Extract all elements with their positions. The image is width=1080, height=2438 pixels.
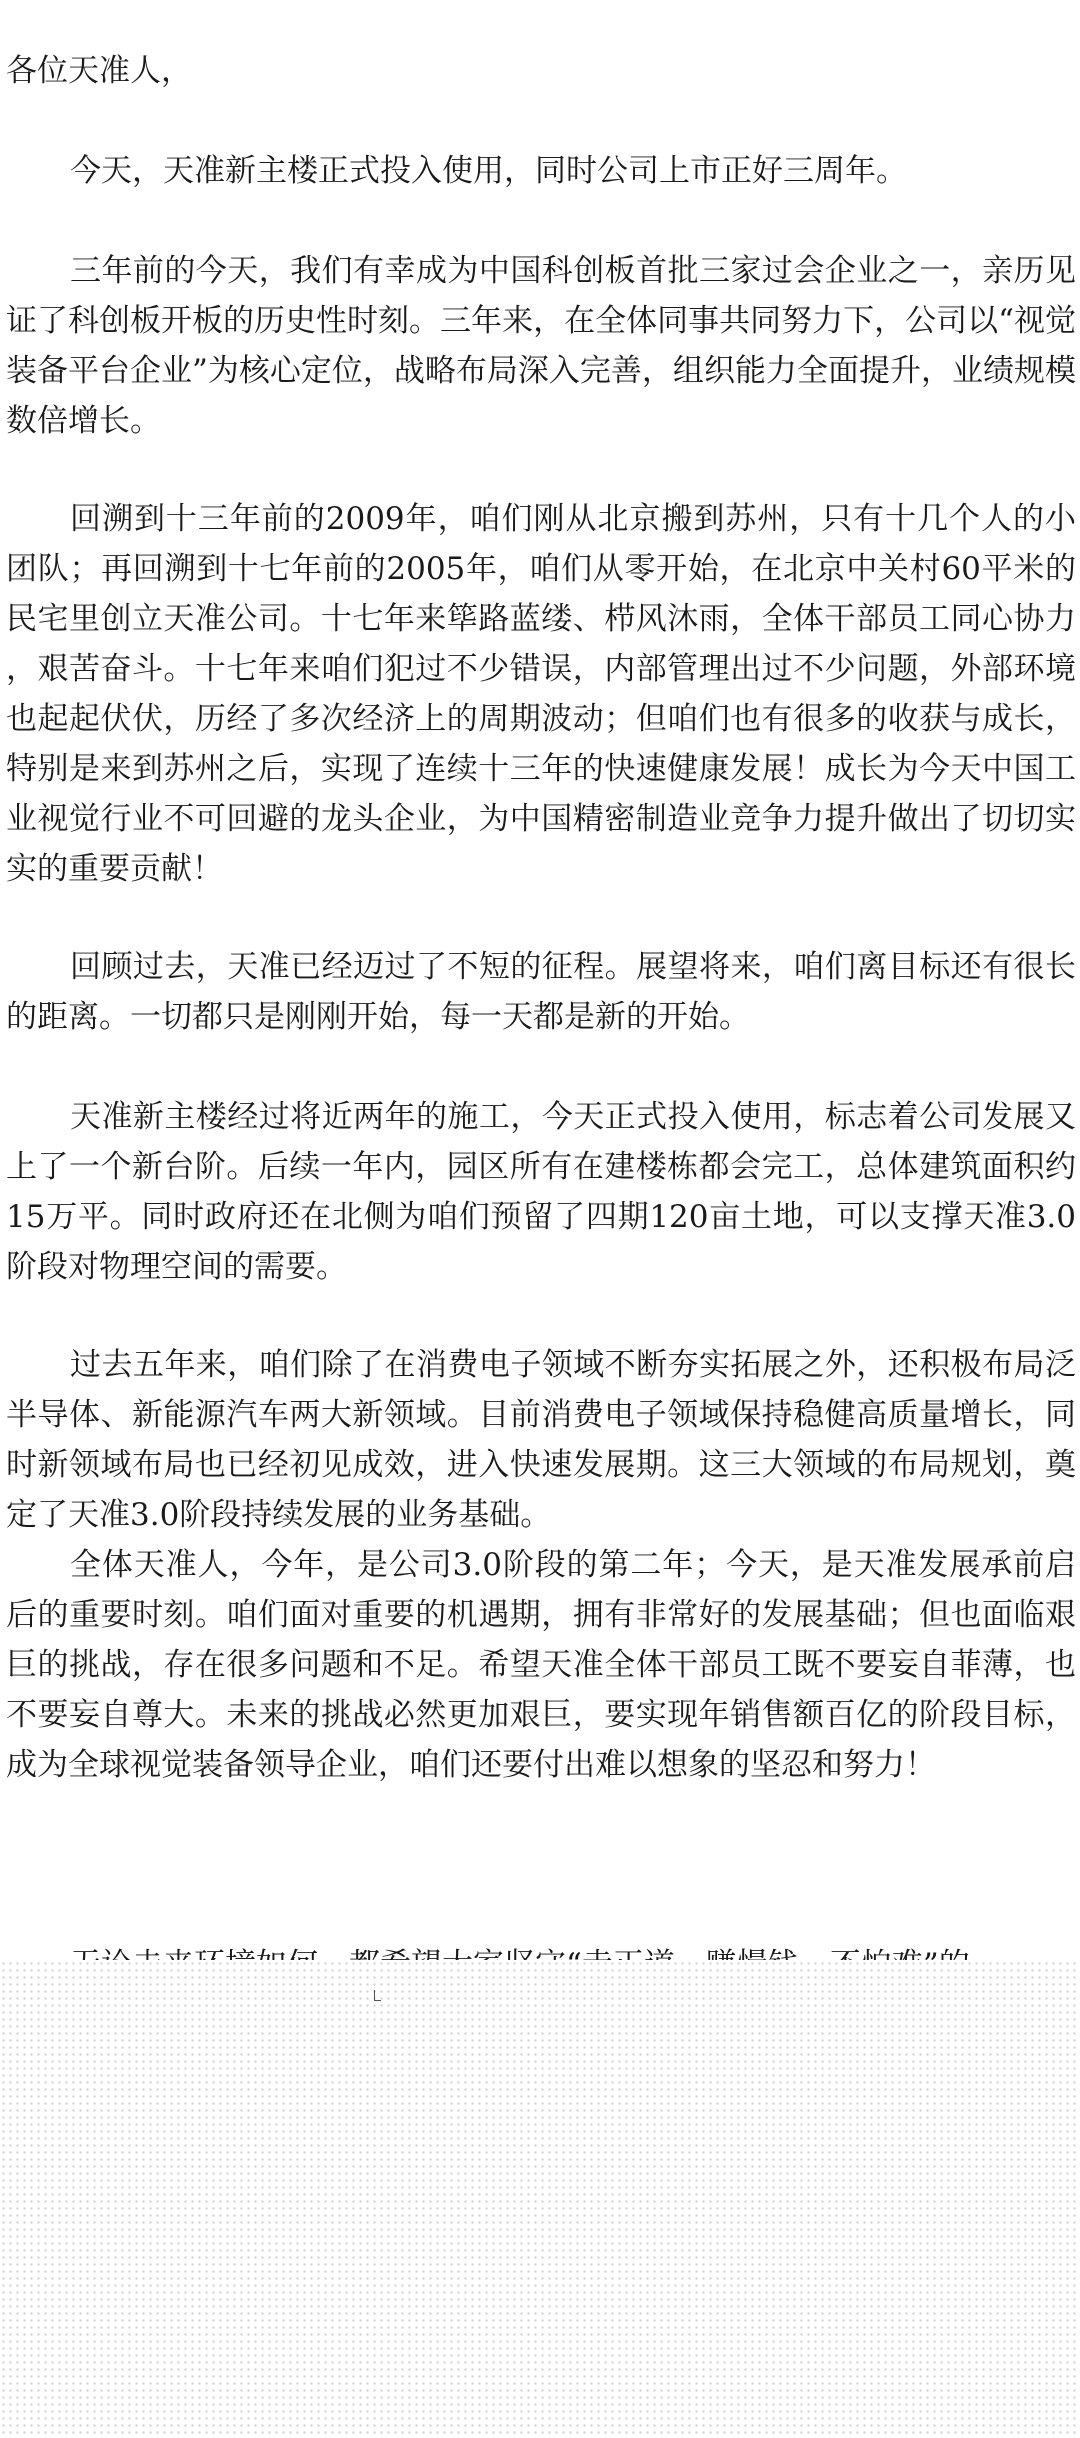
letter-greeting: 各位天准人， <box>6 53 192 89</box>
paragraph-4: 回顾过去，天准已经迈过了不短的征程。展望将来，咱们离目标还有很长的距离。一切都只是刚刚开始，每一天都是新的开始。 <box>6 949 1076 1035</box>
paragraph-2: 三年前的今天，我们有幸成为中国科创板首批三家过会企业之一，亲历见证了科创板开板的历史性时刻。三年来，在全体同事共同努力下，公司以“视觉装备平台企业”为核心定位，战略布局深入完善，组织能力全面提升，业绩规模数倍增长。 <box>6 253 1076 439</box>
paragraph-7: 全体天准人，今年，是公司3.0阶段的第二年；今天，是天准发展承前启后的重要时刻。咱们面对重要的机遇期，拥有非常好的发展基础；但也面临艰巨的挑战，存在很多问题和不足。希望天准全体干部员工既不要妄自菲薄，也不要妄自尊大。未来的挑战必然更加艰巨，要实现年销售额百亿的阶段目标，成为全球视觉装备领导企业，咱们还要付出难以想象的坚忍和努力！ <box>6 1547 1076 1783</box>
paragraph-3: 回溯到十三年前的2009年，咱们刚从北京搬到苏州，只有十几个人的小团队；再回溯到十七年前的2005年，咱们从零开始，在北京中关村60平米的民宅里创立天准公司。十七年来筚路蓝缕、栉风沐雨，全体干部员工同心协力，艰苦奋斗。十七年来咱们犯过不少错误，内部管理出过不少问题，外部环境也起起伏伏，历经了多次经济上的周期波动；但咱们也有很多的收获与成长，特别是来到苏州之后，实现了连续十三年的快速健康发展！成长为今天中国工业视觉行业不可回避的龙头企业，为中国精密制造业竞争力提升做出了切切实实的重要贡献！ <box>6 501 1076 887</box>
paragraph-6: 过去五年来，咱们除了在消费电子领域不断夯实拓展之外，还积极布局泛半导体、新能源汽车两大新领域。目前消费电子领域保持稳健高质量增长，同时新领域布局也已经初见成效，进入快速发展期。这三大领域的布局规划，奠定了天准3.0阶段持续发展的业务基础。 <box>6 1347 1076 1533</box>
paragraph-1: 今天，天准新主楼正式投入使用，同时公司上市正好三周年。 <box>70 153 907 189</box>
text-cursor-icon <box>374 1990 381 2001</box>
dotted-placeholder-area <box>0 1960 1080 2438</box>
paragraph-5: 天准新主楼经过将近两年的施工，今天正式投入使用，标志着公司发展又上了一个新台阶。后续一年内，园区所有在建楼栋都会完工，总体建筑面积约15万平。同时政府还在北侧为咱们预留了四期120亩土地，可以支撑天准3.0阶段对物理空间的需要。 <box>6 1099 1076 1285</box>
